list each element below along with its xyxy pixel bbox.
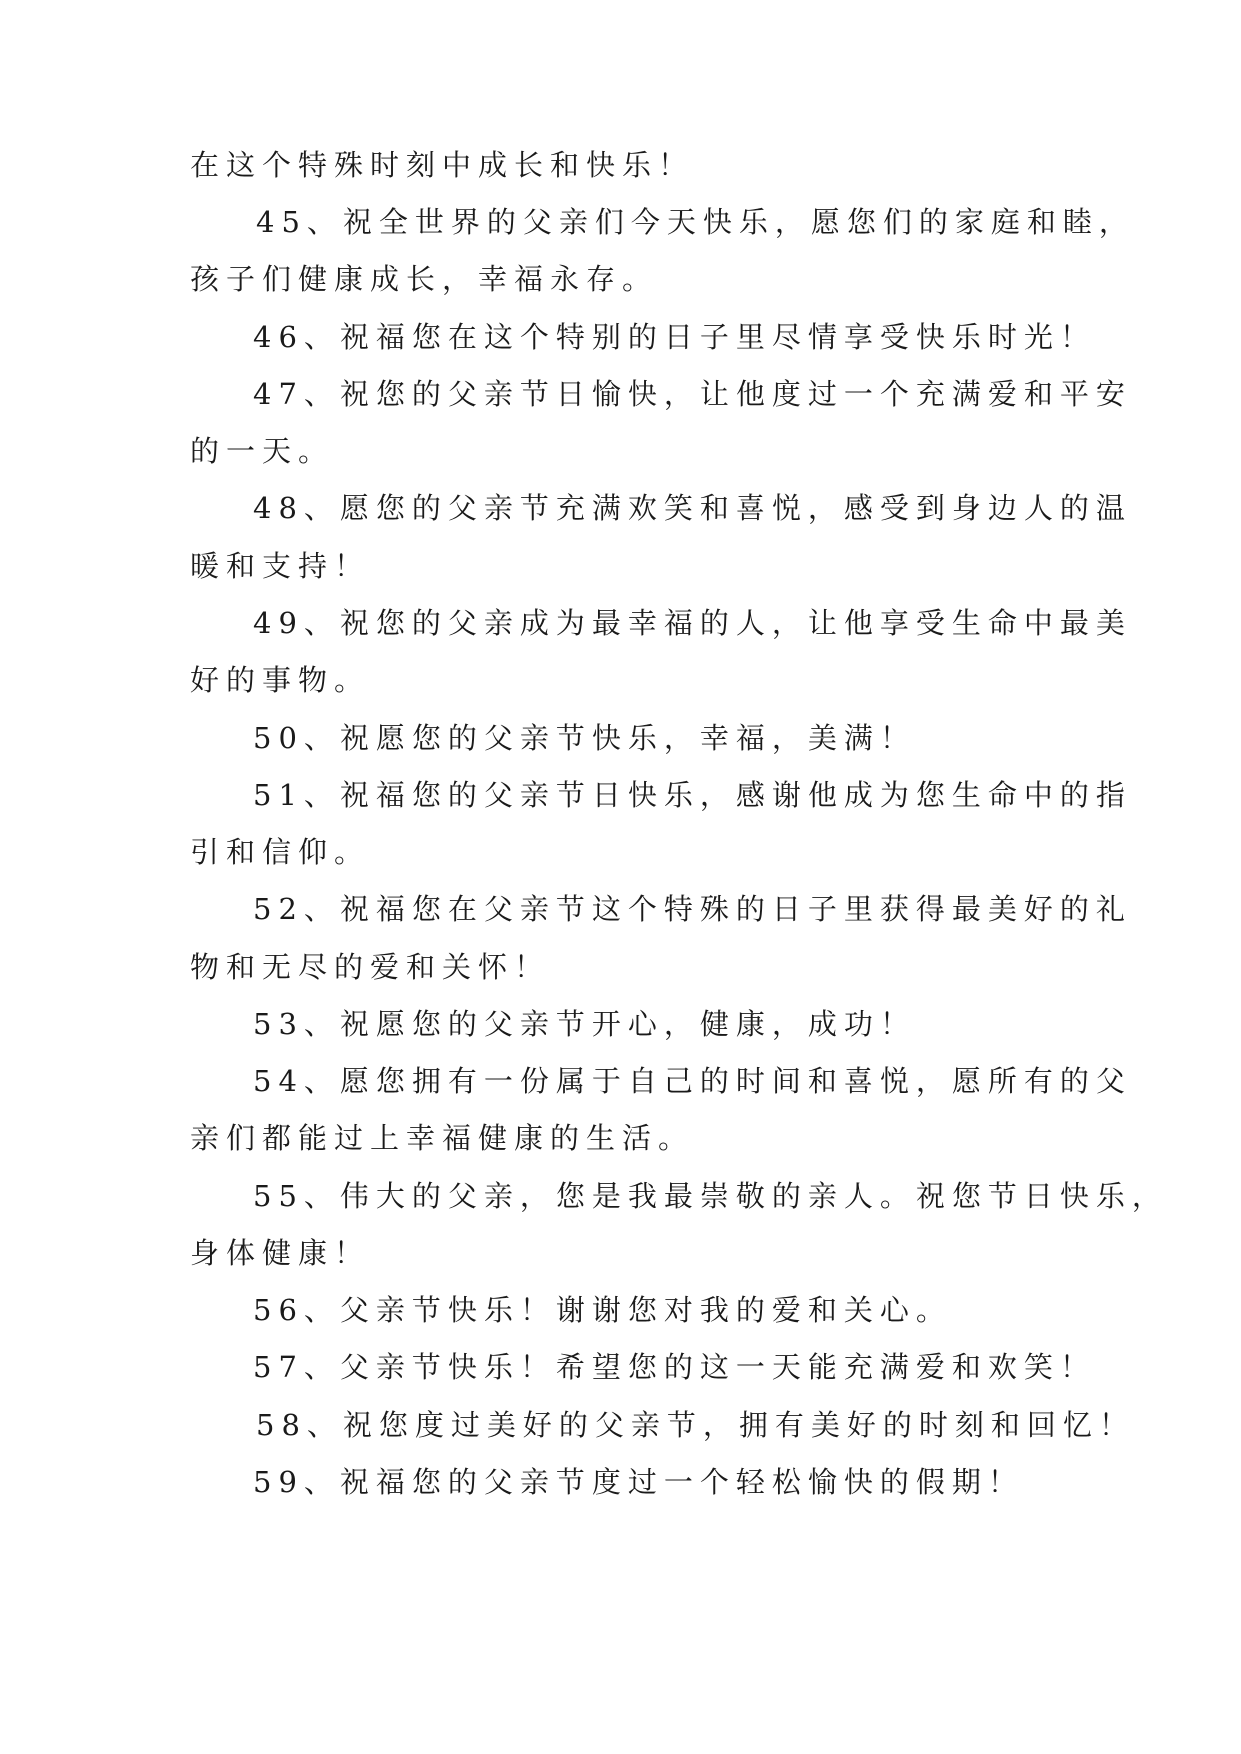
text-line: 孩子们健康成长，幸福永存。 <box>190 262 659 296</box>
text-line: 51、祝福您的父亲节日快乐，感谢他成为您生命中的指 <box>253 778 1132 812</box>
text-line: 52、祝福您在父亲节这个特殊的日子里获得最美好的礼 <box>253 892 1132 926</box>
text-line: 45、祝全世界的父亲们今天快乐，愿您们的家庭和睦， <box>256 205 1135 239</box>
text-line: 暖和支持！ <box>190 549 371 583</box>
text-line: 在这个特殊时刻中成长和快乐！ <box>190 148 695 182</box>
text-line: 物和无尽的爱和关怀！ <box>190 950 551 984</box>
text-line: 47、祝您的父亲节日愉快，让他度过一个充满爱和平安 <box>253 377 1132 411</box>
text-line: 57、父亲节快乐！希望您的这一天能充满爱和欢笑！ <box>253 1350 1096 1384</box>
text-line: 53、祝愿您的父亲节开心，健康，成功！ <box>253 1007 916 1041</box>
text-line: 49、祝您的父亲成为最幸福的人，让他享受生命中最美 <box>253 606 1132 640</box>
text-line: 58、祝您度过美好的父亲节，拥有美好的时刻和回忆！ <box>256 1408 1135 1442</box>
text-line: 身体健康！ <box>190 1236 371 1270</box>
text-line: 48、愿您的父亲节充满欢笑和喜悦，感受到身边人的温 <box>253 491 1132 525</box>
text-line: 引和信仰。 <box>190 835 371 869</box>
text-line: 59、祝福您的父亲节度过一个轻松愉快的假期！ <box>253 1465 1024 1499</box>
text-line: 好的事物。 <box>190 663 371 697</box>
text-line: 54、愿您拥有一份属于自己的时间和喜悦，愿所有的父 <box>253 1064 1132 1098</box>
text-line: 50、祝愿您的父亲节快乐，幸福，美满！ <box>253 721 916 755</box>
text-line: 的一天。 <box>190 434 335 468</box>
text-line: 56、父亲节快乐！谢谢您对我的爱和关心。 <box>253 1293 952 1327</box>
text-line: 46、祝福您在这个特别的日子里尽情享受快乐时光！ <box>253 320 1096 354</box>
text-line: 亲们都能过上幸福健康的生活。 <box>190 1121 695 1155</box>
text-line: 55、伟大的父亲，您是我最崇敬的亲人。祝您节日快乐， <box>253 1179 1168 1213</box>
